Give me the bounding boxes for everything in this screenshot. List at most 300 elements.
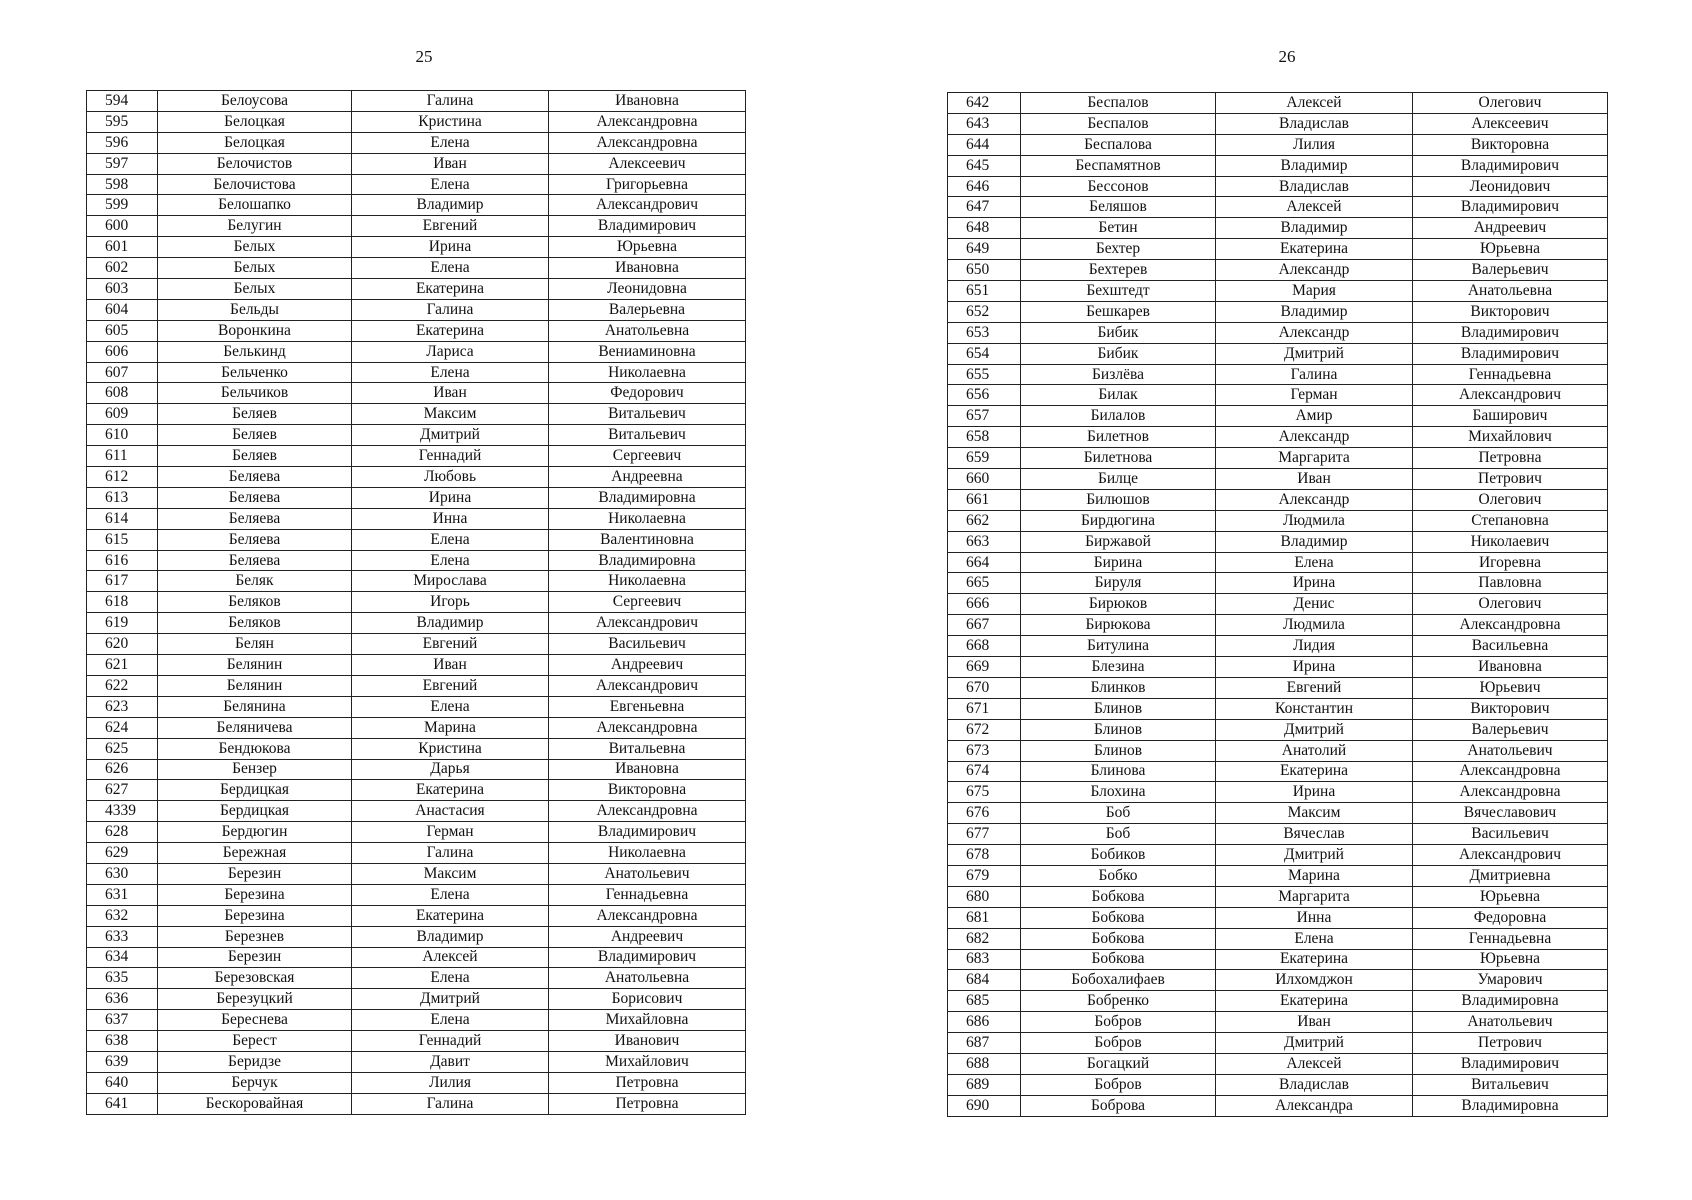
table-row bbox=[87, 696, 746, 717]
first-name-cell: Дмитрий bbox=[1216, 719, 1413, 740]
surname-cell: Блинов bbox=[1021, 698, 1216, 719]
patronymic-cell: Федоровна bbox=[1413, 907, 1608, 928]
surname-cell: Белочистова bbox=[158, 174, 352, 195]
surname-cell: Бескоровайная bbox=[158, 1093, 352, 1114]
surname-cell: Бельды bbox=[158, 299, 352, 320]
row-number-cell: 628 bbox=[87, 822, 158, 843]
first-name-cell: Елена bbox=[1216, 552, 1413, 573]
first-name-cell: Алексей bbox=[1216, 93, 1413, 114]
first-name-cell: Алексей bbox=[352, 947, 549, 968]
patronymic-cell: Олегович bbox=[1413, 489, 1608, 510]
patronymic-cell: Петрович bbox=[1413, 469, 1608, 490]
surname-cell: Белянин bbox=[158, 675, 352, 696]
table-row bbox=[948, 949, 1608, 970]
row-number-cell: 632 bbox=[87, 905, 158, 926]
row-number-cell: 626 bbox=[87, 759, 158, 780]
table-row bbox=[87, 341, 746, 362]
table-row bbox=[948, 406, 1608, 427]
first-name-cell: Елена bbox=[352, 884, 549, 905]
table-row bbox=[948, 677, 1608, 698]
surname-cell: Бобкова bbox=[1021, 886, 1216, 907]
surname-cell: Белугин bbox=[158, 216, 352, 237]
first-name-cell: Маргарита bbox=[1216, 886, 1413, 907]
row-number-cell: 666 bbox=[948, 594, 1021, 615]
first-name-cell: Екатерина bbox=[1216, 239, 1413, 260]
table-row bbox=[87, 258, 746, 279]
patronymic-cell: Николаевна bbox=[549, 843, 746, 864]
row-number-cell: 4339 bbox=[87, 801, 158, 822]
row-number-cell: 615 bbox=[87, 529, 158, 550]
surname-cell: Бирина bbox=[1021, 552, 1216, 573]
row-number-cell: 646 bbox=[948, 176, 1021, 197]
first-name-cell: Игорь bbox=[352, 592, 549, 613]
table-row bbox=[948, 469, 1608, 490]
patronymic-cell: Юрьевна bbox=[1413, 949, 1608, 970]
surname-cell: Берчук bbox=[158, 1072, 352, 1093]
surname-cell: Березуцкий bbox=[158, 989, 352, 1010]
surname-cell: Блезина bbox=[1021, 657, 1216, 678]
table-row bbox=[87, 550, 746, 571]
surname-cell: Билак bbox=[1021, 385, 1216, 406]
table-row bbox=[948, 824, 1608, 845]
patronymic-cell: Петровна bbox=[1413, 448, 1608, 469]
patronymic-cell: Николаевна bbox=[549, 508, 746, 529]
patronymic-cell: Николаевна bbox=[549, 571, 746, 592]
patronymic-cell: Анатольевич bbox=[1413, 1012, 1608, 1033]
patronymic-cell: Вениаминовна bbox=[549, 341, 746, 362]
first-name-cell: Елена bbox=[352, 968, 549, 989]
first-name-cell: Ирина bbox=[1216, 573, 1413, 594]
table-row bbox=[948, 1095, 1608, 1116]
patronymic-cell: Алексеевич bbox=[1413, 113, 1608, 134]
surname-cell: Бируля bbox=[1021, 573, 1216, 594]
table-row bbox=[948, 510, 1608, 531]
patronymic-cell: Владимировна bbox=[1413, 1095, 1608, 1116]
surname-cell: Беляков bbox=[158, 592, 352, 613]
table-row bbox=[948, 427, 1608, 448]
first-name-cell: Амир bbox=[1216, 406, 1413, 427]
row-number-cell: 622 bbox=[87, 675, 158, 696]
first-name-cell: Людмила bbox=[1216, 510, 1413, 531]
first-name-cell: Екатерина bbox=[1216, 991, 1413, 1012]
first-name-cell: Елена bbox=[1216, 928, 1413, 949]
first-name-cell: Екатерина bbox=[352, 905, 549, 926]
first-name-cell: Владислав bbox=[1216, 176, 1413, 197]
row-number-cell: 658 bbox=[948, 427, 1021, 448]
first-name-cell: Герман bbox=[1216, 385, 1413, 406]
first-name-cell: Галина bbox=[352, 91, 549, 112]
patronymic-cell: Владимирович bbox=[1413, 1053, 1608, 1074]
first-name-cell: Лилия bbox=[352, 1072, 549, 1093]
surname-cell: Бехштедт bbox=[1021, 281, 1216, 302]
row-number-cell: 611 bbox=[87, 446, 158, 467]
surname-cell: Бендюкова bbox=[158, 738, 352, 759]
patronymic-cell: Анатольевич bbox=[549, 863, 746, 884]
first-name-cell: Лариса bbox=[352, 341, 549, 362]
patronymic-cell: Витальевич bbox=[549, 404, 746, 425]
first-name-cell: Максим bbox=[352, 863, 549, 884]
first-name-cell: Владимир bbox=[1216, 155, 1413, 176]
patronymic-cell: Олегович bbox=[1413, 594, 1608, 615]
surname-cell: Бельчиков bbox=[158, 383, 352, 404]
row-number-cell: 636 bbox=[87, 989, 158, 1010]
row-number-cell: 654 bbox=[948, 343, 1021, 364]
table-row bbox=[87, 111, 746, 132]
row-number-cell: 630 bbox=[87, 863, 158, 884]
first-name-cell: Елена bbox=[352, 696, 549, 717]
first-name-cell: Владислав bbox=[1216, 1074, 1413, 1095]
patronymic-cell: Ивановна bbox=[549, 91, 746, 112]
table-row bbox=[948, 260, 1608, 281]
patronymic-cell: Викторович bbox=[1413, 698, 1608, 719]
first-name-cell: Мирослава bbox=[352, 571, 549, 592]
surname-cell: Бобохалифаев bbox=[1021, 970, 1216, 991]
table-row bbox=[948, 594, 1608, 615]
first-name-cell: Максим bbox=[1216, 803, 1413, 824]
first-name-cell: Евгений bbox=[1216, 677, 1413, 698]
patronymic-cell: Николаевна bbox=[549, 362, 746, 383]
row-number-cell: 672 bbox=[948, 719, 1021, 740]
surname-cell: Блинков bbox=[1021, 677, 1216, 698]
row-number-cell: 610 bbox=[87, 425, 158, 446]
surname-cell: Бобиков bbox=[1021, 845, 1216, 866]
patronymic-cell: Петровна bbox=[549, 1093, 746, 1114]
row-number-cell: 675 bbox=[948, 782, 1021, 803]
row-number-cell: 661 bbox=[948, 489, 1021, 510]
first-name-cell: Маргарита bbox=[1216, 448, 1413, 469]
row-number-cell: 650 bbox=[948, 260, 1021, 281]
patronymic-cell: Иванович bbox=[549, 1031, 746, 1052]
surname-cell: Бобкова bbox=[1021, 928, 1216, 949]
patronymic-cell: Васильевна bbox=[1413, 636, 1608, 657]
row-number-cell: 649 bbox=[948, 239, 1021, 260]
surname-cell: Березовская bbox=[158, 968, 352, 989]
patronymic-cell: Михайлович bbox=[1413, 427, 1608, 448]
patronymic-cell: Геннадьевна bbox=[1413, 928, 1608, 949]
first-name-cell: Александр bbox=[1216, 427, 1413, 448]
row-number-cell: 597 bbox=[87, 153, 158, 174]
surname-cell: Боброва bbox=[1021, 1095, 1216, 1116]
surname-cell: Билюшов bbox=[1021, 489, 1216, 510]
surname-cell: Бибик bbox=[1021, 322, 1216, 343]
first-name-cell: Галина bbox=[352, 299, 549, 320]
table-row bbox=[87, 216, 746, 237]
row-number-cell: 667 bbox=[948, 615, 1021, 636]
first-name-cell: Давит bbox=[352, 1051, 549, 1072]
surname-cell: Бережная bbox=[158, 843, 352, 864]
row-number-cell: 623 bbox=[87, 696, 158, 717]
table-row bbox=[87, 425, 746, 446]
patronymic-cell: Александровна bbox=[1413, 761, 1608, 782]
patronymic-cell: Олегович bbox=[1413, 93, 1608, 114]
patronymic-cell: Алексеевич bbox=[549, 153, 746, 174]
patronymic-cell: Юрьевич bbox=[1413, 677, 1608, 698]
surname-cell: Беляшов bbox=[1021, 197, 1216, 218]
patronymic-cell: Александровна bbox=[549, 801, 746, 822]
patronymic-cell: Анатольевна bbox=[1413, 281, 1608, 302]
row-number-cell: 677 bbox=[948, 824, 1021, 845]
surname-cell: Бельченко bbox=[158, 362, 352, 383]
patronymic-cell: Николаевич bbox=[1413, 531, 1608, 552]
table-row bbox=[948, 448, 1608, 469]
first-name-cell: Елена bbox=[352, 132, 549, 153]
first-name-cell: Владислав bbox=[1216, 113, 1413, 134]
first-name-cell: Иван bbox=[352, 383, 549, 404]
first-name-cell: Марина bbox=[352, 717, 549, 738]
row-number-cell: 596 bbox=[87, 132, 158, 153]
patronymic-cell: Петровна bbox=[549, 1072, 746, 1093]
patronymic-cell: Валерьевна bbox=[549, 299, 746, 320]
table-row bbox=[87, 717, 746, 738]
patronymic-cell: Евгеньевна bbox=[549, 696, 746, 717]
row-number-cell: 633 bbox=[87, 926, 158, 947]
table-row bbox=[948, 928, 1608, 949]
table-row bbox=[948, 573, 1608, 594]
surname-cell: Белошапко bbox=[158, 195, 352, 216]
row-number-cell: 594 bbox=[87, 91, 158, 112]
surname-cell: Бобров bbox=[1021, 1074, 1216, 1095]
surname-cell: Бобкова bbox=[1021, 907, 1216, 928]
surname-cell: Бибик bbox=[1021, 343, 1216, 364]
table-row bbox=[87, 487, 746, 508]
patronymic-cell: Александрович bbox=[1413, 845, 1608, 866]
surname-cell: Березин bbox=[158, 863, 352, 884]
table-row bbox=[87, 404, 746, 425]
surname-cell: Беляева bbox=[158, 508, 352, 529]
table-row bbox=[87, 279, 746, 300]
first-name-cell: Кристина bbox=[352, 111, 549, 132]
first-name-cell: Елена bbox=[352, 1010, 549, 1031]
row-number-cell: 685 bbox=[948, 991, 1021, 1012]
row-number-cell: 595 bbox=[87, 111, 158, 132]
surname-cell: Блохина bbox=[1021, 782, 1216, 803]
row-number-cell: 689 bbox=[948, 1074, 1021, 1095]
table-row bbox=[87, 1093, 746, 1114]
first-name-cell: Владимир bbox=[352, 613, 549, 634]
first-name-cell: Екатерина bbox=[1216, 761, 1413, 782]
first-name-cell: Дмитрий bbox=[352, 989, 549, 1010]
row-number-cell: 645 bbox=[948, 155, 1021, 176]
first-name-cell: Иван bbox=[1216, 1012, 1413, 1033]
table-row bbox=[87, 884, 746, 905]
first-name-cell: Елена bbox=[352, 529, 549, 550]
row-number-cell: 642 bbox=[948, 93, 1021, 114]
table-row bbox=[948, 239, 1608, 260]
row-number-cell: 678 bbox=[948, 845, 1021, 866]
table-row bbox=[948, 343, 1608, 364]
first-name-cell: Алексей bbox=[1216, 197, 1413, 218]
surname-cell: Бензер bbox=[158, 759, 352, 780]
row-number-cell: 659 bbox=[948, 448, 1021, 469]
patronymic-cell: Александровна bbox=[549, 132, 746, 153]
surname-cell: Бердюгин bbox=[158, 822, 352, 843]
first-name-cell: Евгений bbox=[352, 634, 549, 655]
first-name-cell: Лидия bbox=[1216, 636, 1413, 657]
patronymic-cell: Владимирович bbox=[1413, 155, 1608, 176]
row-number-cell: 631 bbox=[87, 884, 158, 905]
table-row bbox=[948, 134, 1608, 155]
patronymic-cell: Юрьевна bbox=[1413, 239, 1608, 260]
surname-cell: Белян bbox=[158, 634, 352, 655]
patronymic-cell: Борисович bbox=[549, 989, 746, 1010]
first-name-cell: Александр bbox=[1216, 260, 1413, 281]
surname-cell: Бобренко bbox=[1021, 991, 1216, 1012]
surname-cell: Беляев bbox=[158, 446, 352, 467]
first-name-cell: Ирина bbox=[352, 237, 549, 258]
patronymic-cell: Леонидович bbox=[1413, 176, 1608, 197]
row-number-cell: 656 bbox=[948, 385, 1021, 406]
row-number-cell: 663 bbox=[948, 531, 1021, 552]
surname-cell: Белянин bbox=[158, 655, 352, 676]
table-row bbox=[87, 132, 746, 153]
table-row bbox=[87, 91, 746, 112]
patronymic-cell: Васильевич bbox=[549, 634, 746, 655]
row-number-cell: 613 bbox=[87, 487, 158, 508]
first-name-cell: Алексей bbox=[1216, 1053, 1413, 1074]
table-row bbox=[87, 1010, 746, 1031]
table-row bbox=[948, 1074, 1608, 1095]
table-row bbox=[87, 195, 746, 216]
surname-cell: Березина bbox=[158, 905, 352, 926]
surname-cell: Билце bbox=[1021, 469, 1216, 490]
surname-cell: Бешкарев bbox=[1021, 301, 1216, 322]
patronymic-cell: Викторович bbox=[1413, 301, 1608, 322]
surname-cell: Бердицкая bbox=[158, 801, 352, 822]
patronymic-cell: Александровна bbox=[1413, 782, 1608, 803]
table-row bbox=[87, 675, 746, 696]
table-row bbox=[948, 1033, 1608, 1054]
patronymic-cell: Ивановна bbox=[549, 759, 746, 780]
surname-cell: Бирюкова bbox=[1021, 615, 1216, 636]
table-row bbox=[948, 155, 1608, 176]
surname-cell: Березин bbox=[158, 947, 352, 968]
surname-cell: Билетнова bbox=[1021, 448, 1216, 469]
first-name-cell: Геннадий bbox=[352, 446, 549, 467]
first-name-cell: Владимир bbox=[1216, 531, 1413, 552]
surname-cell: Бердицкая bbox=[158, 780, 352, 801]
table-row bbox=[87, 738, 746, 759]
first-name-cell: Ирина bbox=[1216, 782, 1413, 803]
table-row bbox=[948, 970, 1608, 991]
row-number-cell: 653 bbox=[948, 322, 1021, 343]
row-number-cell: 669 bbox=[948, 657, 1021, 678]
surname-cell: Белянина bbox=[158, 696, 352, 717]
table-row bbox=[87, 780, 746, 801]
row-number-cell: 641 bbox=[87, 1093, 158, 1114]
table-row bbox=[87, 655, 746, 676]
surname-cell: Белых bbox=[158, 279, 352, 300]
row-number-cell: 647 bbox=[948, 197, 1021, 218]
patronymic-cell: Александровна bbox=[549, 717, 746, 738]
first-name-cell: Дмитрий bbox=[352, 425, 549, 446]
surname-cell: Бирюков bbox=[1021, 594, 1216, 615]
first-name-cell: Дарья bbox=[352, 759, 549, 780]
surname-cell: Беляк bbox=[158, 571, 352, 592]
first-name-cell: Геннадий bbox=[352, 1031, 549, 1052]
row-number-cell: 671 bbox=[948, 698, 1021, 719]
patronymic-cell: Владимировна bbox=[1413, 991, 1608, 1012]
patronymic-cell: Ивановна bbox=[549, 258, 746, 279]
roster-table-left bbox=[86, 90, 746, 1115]
first-name-cell: Максим bbox=[352, 404, 549, 425]
first-name-cell: Анастасия bbox=[352, 801, 549, 822]
first-name-cell: Дмитрий bbox=[1216, 845, 1413, 866]
patronymic-cell: Степановна bbox=[1413, 510, 1608, 531]
page-number-left: 25 bbox=[415, 47, 433, 66]
table-row bbox=[948, 636, 1608, 657]
first-name-cell: Людмила bbox=[1216, 615, 1413, 636]
first-name-cell: Иван bbox=[352, 655, 549, 676]
first-name-cell: Дмитрий bbox=[1216, 1033, 1413, 1054]
table-row bbox=[87, 446, 746, 467]
table-row bbox=[948, 615, 1608, 636]
surname-cell: Боб bbox=[1021, 803, 1216, 824]
patronymic-cell: Вячеславович bbox=[1413, 803, 1608, 824]
table-row bbox=[948, 281, 1608, 302]
patronymic-cell: Владимировна bbox=[549, 487, 746, 508]
table-row bbox=[948, 322, 1608, 343]
row-number-cell: 638 bbox=[87, 1031, 158, 1052]
table-row bbox=[87, 801, 746, 822]
patronymic-cell: Дмитриевна bbox=[1413, 865, 1608, 886]
first-name-cell: Владимир bbox=[352, 926, 549, 947]
first-name-cell: Галина bbox=[352, 1093, 549, 1114]
table-row bbox=[87, 299, 746, 320]
first-name-cell: Герман bbox=[352, 822, 549, 843]
surname-cell: Беляничева bbox=[158, 717, 352, 738]
surname-cell: Беспалов bbox=[1021, 113, 1216, 134]
table-row bbox=[87, 759, 746, 780]
table-row bbox=[87, 947, 746, 968]
table-row bbox=[948, 907, 1608, 928]
row-number-cell: 629 bbox=[87, 843, 158, 864]
table-row bbox=[948, 740, 1608, 761]
table-row bbox=[87, 926, 746, 947]
surname-cell: Бобров bbox=[1021, 1012, 1216, 1033]
table-row bbox=[87, 989, 746, 1010]
row-number-cell: 668 bbox=[948, 636, 1021, 657]
patronymic-cell: Владимирович bbox=[1413, 322, 1608, 343]
surname-cell: Беспалова bbox=[1021, 134, 1216, 155]
patronymic-cell: Анатольевна bbox=[549, 968, 746, 989]
table-row bbox=[948, 93, 1608, 114]
surname-cell: Блинов bbox=[1021, 740, 1216, 761]
row-number-cell: 644 bbox=[948, 134, 1021, 155]
row-number-cell: 600 bbox=[87, 216, 158, 237]
patronymic-cell: Александровна bbox=[549, 905, 746, 926]
row-number-cell: 664 bbox=[948, 552, 1021, 573]
table-row bbox=[948, 218, 1608, 239]
row-number-cell: 608 bbox=[87, 383, 158, 404]
first-name-cell: Галина bbox=[352, 843, 549, 864]
row-number-cell: 655 bbox=[948, 364, 1021, 385]
row-number-cell: 603 bbox=[87, 279, 158, 300]
patronymic-cell: Валентиновна bbox=[549, 529, 746, 550]
row-number-cell: 648 bbox=[948, 218, 1021, 239]
patronymic-cell: Витальевна bbox=[549, 738, 746, 759]
surname-cell: Бизлёва bbox=[1021, 364, 1216, 385]
first-name-cell: Денис bbox=[1216, 594, 1413, 615]
patronymic-cell: Александрович bbox=[549, 675, 746, 696]
surname-cell: Блинов bbox=[1021, 719, 1216, 740]
surname-cell: Бобко bbox=[1021, 865, 1216, 886]
row-number-cell: 683 bbox=[948, 949, 1021, 970]
row-number-cell: 618 bbox=[87, 592, 158, 613]
row-number-cell: 620 bbox=[87, 634, 158, 655]
surname-cell: Билетнов bbox=[1021, 427, 1216, 448]
first-name-cell: Ирина bbox=[1216, 657, 1413, 678]
surname-cell: Беляев bbox=[158, 425, 352, 446]
